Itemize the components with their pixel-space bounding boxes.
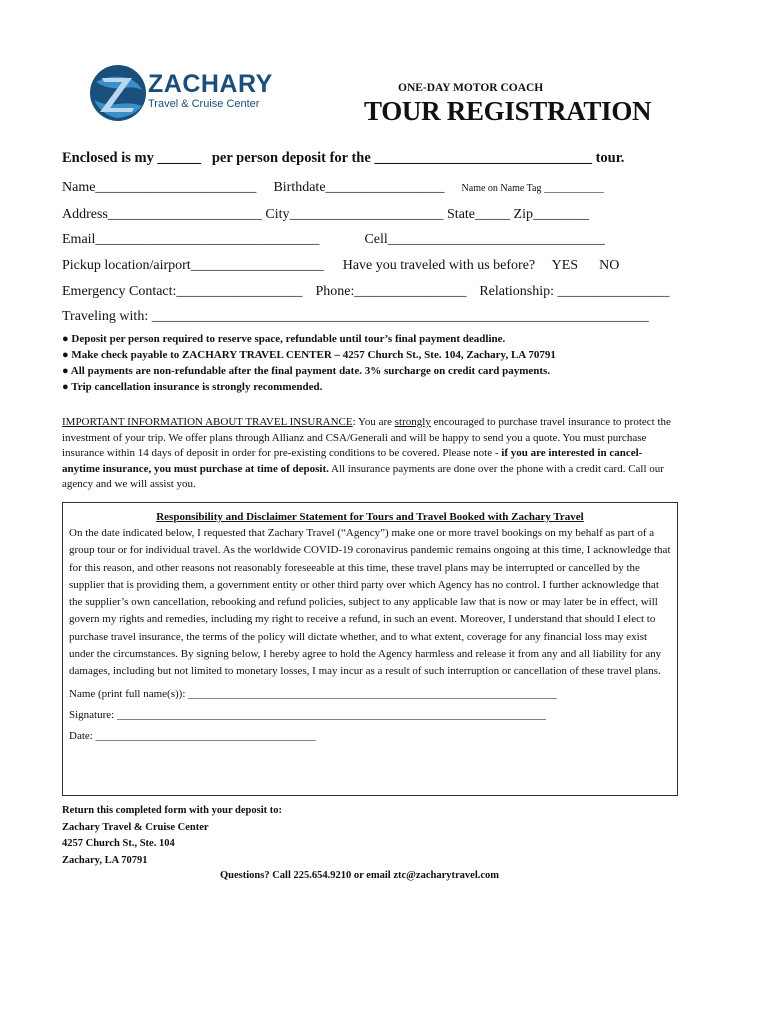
contact-line: Questions? Call 225.654.9210 or email ztc@zacharytravel.com <box>220 870 500 881</box>
relationship-field[interactable]: Relationship: ________________ <box>479 284 670 299</box>
traveling-with-field[interactable]: Traveling with: _______________________________________________________________________ <box>62 309 649 324</box>
state-field[interactable]: State_____ <box>447 207 511 222</box>
row-email <box>62 232 605 248</box>
pickup-field[interactable]: Pickup location/airport___________________ <box>62 258 324 273</box>
row-pickup <box>62 258 619 274</box>
insurance-info <box>62 415 672 493</box>
return-line: 4257 Church St., Ste. 104 <box>62 838 175 849</box>
insurance-text-1: : You are <box>352 416 395 428</box>
deposit-amount-field[interactable]: ______ <box>157 150 201 166</box>
bullet-item: ● Trip cancellation insurance is strongly recommended. <box>62 381 323 393</box>
row-address <box>62 207 589 223</box>
insurance-text-3: All insurance payments are done over the phone with a credit card. Call our agency and we will assist you. <box>62 462 664 490</box>
address-field[interactable]: Address______________________ <box>62 207 262 222</box>
bullet-item: ● Deposit per person required to reserve space, refundable until tour’s final payment deadline. <box>62 333 506 345</box>
row-emergency <box>62 284 670 300</box>
date-field[interactable]: Date: ________________________________________ <box>69 729 316 742</box>
zip-field[interactable]: Zip________ <box>513 207 589 222</box>
insurance-strongly: strongly <box>394 416 431 428</box>
yes-option[interactable]: YES <box>551 258 579 273</box>
company-logo <box>88 60 278 126</box>
logo-name: ZACHARY <box>148 70 273 98</box>
print-name-field[interactable]: Name (print full name(s)): ___________________________________________________________________ <box>69 687 557 700</box>
insurance-heading: IMPORTANT INFORMATION ABOUT TRAVEL INSURANCE <box>62 416 353 428</box>
city-field[interactable]: City______________________ <box>265 207 444 222</box>
row-name <box>62 180 604 196</box>
row-traveling-with <box>62 309 649 325</box>
globe-icon <box>88 60 148 126</box>
return-line: Zachary, LA 70791 <box>62 854 148 866</box>
logo-tagline: Travel & Cruise Center <box>148 98 260 110</box>
disclaimer-body: On the date indicated below, I requested that Zachary Travel (“Agency”) make one or more travel bookings on my behalf as part of a group tour or for individual travel. As the worldwide COVID-19 coronavirus pandemic remains ongoing at this time, I acknowledge that for this reason, and other reasons not reasonably foreseeable at this time, these travel plans may be interrupted or cancelled by the supplier that is providing them, a government entity or other third party over which Agency has no control. I further acknowledge that the supplier’s own cancellation, rebooking and refund policies, subject to any applicable law that is now or may later be in effect, will govern my rights and remedies, including my right to receive a refund, in such an event. Moreover, I understand that should I elect to purchase travel insurance, the terms of the policy will dictate whether, and to what extent, coverage for any financial loss may exist under the circumstances. By signing below, I hereby agree to hold the Agency harmless and release it from any and all liability for any damages, including but not limited to monetary losses, I may incur as a result of such interruption or cancellation of these travel plans. <box>69 527 671 678</box>
deposit-text-2: per person deposit for the <box>211 150 371 166</box>
insurance-text-2: encouraged to purchase travel insurance to protect the investment of your trip. We offer plans through Allianz and CSA/Generali and will be happy to send you a quote. You must purchase insurance within 14 days of deposit in order for pre-existing conditions to be covered. Please note - <box>62 416 671 459</box>
signature-field[interactable]: Signature: ______________________________________________________________________________ <box>69 708 546 721</box>
deposit-text-1: Enclosed is my <box>62 150 154 166</box>
return-line: Zachary Travel & Cruise Center <box>62 821 209 833</box>
return-line: Return this completed form with your deposit to: <box>62 805 282 816</box>
birthdate-field[interactable]: Birthdate_________________ <box>273 180 445 195</box>
deposit-line <box>62 150 624 167</box>
form-supertitle: ONE-DAY MOTOR COACH <box>398 82 544 94</box>
disclaimer-box <box>62 502 678 796</box>
traveled-question: Have you traveled with us before? <box>342 258 536 273</box>
tour-name-field[interactable]: ______________________________ <box>374 150 592 166</box>
no-option[interactable]: NO <box>599 258 620 273</box>
email-field[interactable]: Email________________________________ <box>62 232 320 247</box>
name-field[interactable]: Name_______________________ <box>62 180 257 195</box>
insurance-bold-note: if you are interested in cancel-anytime insurance, you must purchase at time of deposit. <box>62 447 643 475</box>
name-tag-field[interactable]: Name on Name Tag ____________ <box>461 183 604 194</box>
policy-bullets <box>62 331 556 395</box>
bullet-item: ● All payments are non-refundable after the final payment date. 3% surcharge on credit card payments. <box>62 365 551 377</box>
emergency-contact-field[interactable]: Emergency Contact:__________________ <box>62 284 303 299</box>
form-title: TOUR REGISTRATION <box>364 96 652 126</box>
disclaimer-title: Responsibility and Disclaimer Statement for Tours and Travel Booked with Zachary Travel <box>156 511 584 523</box>
phone-field[interactable]: Phone:________________ <box>315 284 467 299</box>
return-address <box>62 803 282 869</box>
deposit-text-3: tour. <box>595 150 625 166</box>
bullet-item: ● Make check payable to ZACHARY TRAVEL CENTER – 4257 Church St., Ste. 104, Zachary, LA 70791 <box>62 349 556 361</box>
cell-field[interactable]: Cell_______________________________ <box>364 232 605 247</box>
